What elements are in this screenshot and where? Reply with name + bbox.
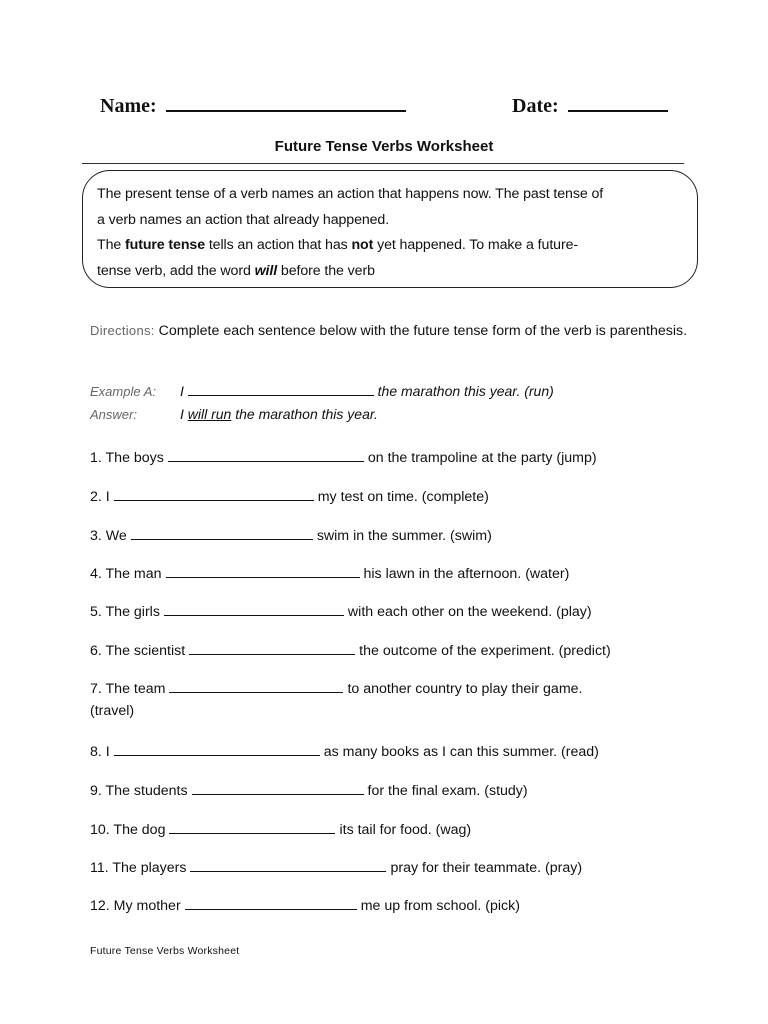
question-text: for the final exam. (study) — [367, 783, 528, 799]
page-footer: Future Tense Verbs Worksheet — [90, 945, 240, 957]
question-text: its tail for food. (wag) — [339, 822, 472, 838]
question-text: the outcome of the experiment. (predict) — [359, 643, 611, 659]
question-text: his lawn in the afternoon. (water) — [363, 566, 570, 582]
question-text: as many books as I can this summer. (read) — [323, 744, 599, 760]
example-row — [90, 381, 554, 399]
will-emphasis: will — [254, 262, 278, 279]
question-3 — [90, 525, 492, 544]
answer-label: Answer: — [90, 407, 137, 422]
definition-text: tense verb, add the word — [97, 262, 255, 279]
example-label: Example A: — [90, 384, 156, 399]
question-text: 10. The dog — [90, 822, 166, 838]
answer-blank[interactable] — [164, 601, 344, 616]
date-label: Date: — [512, 95, 559, 117]
definition-line-2: a verb names an action that already happened. — [97, 211, 390, 228]
name-blank[interactable] — [166, 92, 406, 112]
definition-line-4 — [97, 259, 683, 285]
answer-row — [90, 406, 378, 422]
question-text: 6. The scientist — [90, 643, 186, 659]
question-text: swim in the summer. (swim) — [316, 528, 492, 544]
question-text: pray for their teammate. (pray) — [390, 860, 583, 876]
answer-blank[interactable] — [190, 857, 386, 872]
question-12 — [90, 895, 520, 914]
answer-text: I — [180, 406, 188, 422]
directions-label: Directions: — [90, 323, 155, 338]
question-text: to another country to play their game. — [347, 681, 583, 697]
question-text: me up from school. (pick) — [360, 898, 520, 914]
question-text: 3. We — [90, 528, 127, 544]
answer-blank[interactable] — [169, 819, 335, 834]
answer-blank[interactable] — [169, 678, 343, 693]
definition-line-3 — [97, 233, 683, 259]
question-text: 8. I — [90, 744, 110, 760]
answer-blank[interactable] — [192, 780, 364, 795]
question-text: 4. The man — [90, 566, 162, 582]
question-text: 11. The players — [90, 860, 187, 876]
question-4 — [90, 563, 569, 582]
definition-text: yet happened. To make a future- — [373, 237, 578, 253]
question-text: my test on time. (complete) — [317, 489, 489, 505]
worksheet-title: Future Tense Verbs Worksheet — [274, 138, 494, 155]
question-2 — [90, 486, 489, 505]
directions — [90, 318, 700, 345]
example-text: I — [180, 383, 188, 399]
answer-text: the marathon this year. — [231, 406, 378, 422]
definition-line-1: The present tense of a verb names an action that happens now. The past tense of — [97, 186, 604, 202]
title-divider — [82, 163, 684, 164]
answer-blank[interactable] — [131, 525, 313, 540]
definition-text: before the verb — [277, 262, 375, 279]
answer-blank[interactable] — [168, 447, 364, 462]
question-text: 2. I — [90, 489, 110, 505]
answer-blank[interactable] — [189, 640, 355, 655]
example-blank — [188, 381, 374, 396]
question-text: with each other on the weekend. (play) — [347, 604, 592, 620]
answer-verb: will run — [187, 406, 232, 422]
question-6 — [90, 640, 611, 659]
question-10 — [90, 819, 471, 838]
question-7 — [90, 678, 582, 697]
question-5 — [90, 601, 592, 620]
question-text: 5. The girls — [90, 604, 160, 620]
not-emphasis: not — [351, 237, 374, 253]
future-tense-term: future tense — [125, 237, 205, 253]
question-7-continued: (travel) — [90, 703, 135, 719]
question-text: 1. The boys — [90, 450, 164, 466]
name-field-row — [100, 92, 406, 118]
date-blank[interactable] — [568, 92, 668, 112]
question-9 — [90, 780, 528, 799]
directions-text: Complete each sentence below with the future tense form of the verb is parenthesis. — [154, 323, 688, 339]
definition-text: The — [97, 237, 125, 253]
question-text: 12. My mother — [90, 898, 181, 914]
question-11 — [90, 857, 582, 876]
question-text: on the trampoline at the party (jump) — [367, 450, 597, 466]
question-text: 7. The team — [90, 681, 166, 697]
answer-blank[interactable] — [166, 563, 360, 578]
answer-blank[interactable] — [114, 486, 314, 501]
question-8 — [90, 741, 599, 760]
question-text: 9. The students — [90, 783, 188, 799]
answer-blank[interactable] — [185, 895, 357, 910]
definition-box — [82, 170, 698, 288]
definition-text: tells an action that has — [205, 237, 352, 253]
date-field-row — [512, 92, 668, 118]
name-label: Name: — [100, 95, 157, 117]
example-text: the marathon this year. (run) — [373, 383, 554, 399]
question-1 — [90, 447, 597, 466]
answer-blank[interactable] — [114, 741, 320, 756]
